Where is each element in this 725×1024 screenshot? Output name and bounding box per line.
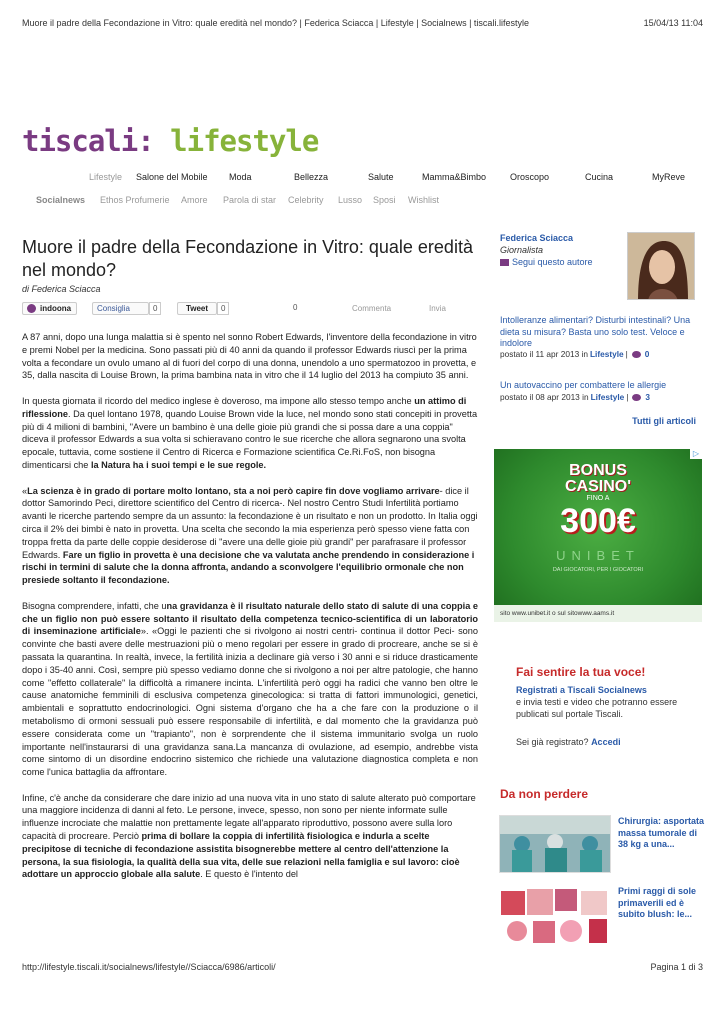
article-byline: di Federica Sciacca bbox=[22, 284, 101, 294]
subnav-item-wishlist[interactable]: Wishlist bbox=[408, 195, 439, 205]
share-toolbar bbox=[22, 302, 482, 316]
ad-amount: 300€ bbox=[560, 502, 636, 540]
voice-heading: Fai sentire la tua voce! bbox=[516, 665, 646, 679]
print-datetime: 15/04/13 11:04 bbox=[643, 18, 703, 28]
dnp-image-surgery[interactable] bbox=[499, 815, 611, 873]
indoona-label: indoona bbox=[40, 304, 72, 313]
surgery-image bbox=[500, 816, 611, 873]
comment-count[interactable]: 3 bbox=[645, 392, 651, 402]
paragraph-3: «La scienza è in grado di portare molto lontano, sta a noi però capire fin dove vogliamo arrivare- dice il dottor Samorindo Peci, direttore scientifico del Centro di ricerca-. Nel nostro Centro Studi Infertilità portiamo avanti le ricerche partendo sempre da un assunto: la fecondazione è un risultato e non un prodotto. In Italia oggi circa il 2% dei bimbi è nato in provetta. Una scelta che secondo la mia esperienza però spesso viene fatta con troppa fretta da parte delle coppie desiderose di "avere una delle gioie più grandi" per parafrasare il professor Edwards. Fare un figlio in provetta è una decisione che va valutata anche prendendo in considerazione i rischi in termini di salute che la donna affronta, andando a sconvolgere l'equilibrio ormonale che non presiede soltanto il fecondazione. bbox=[22, 485, 478, 586]
indoona-button[interactable] bbox=[22, 302, 77, 315]
site-logo[interactable] bbox=[22, 124, 318, 158]
comment-count[interactable]: 0 bbox=[644, 349, 650, 359]
paragraph-2: In questa giornata il ricordo del medico inglese è doveroso, ma impone allo stesso tempo anche un attimo di riflessione. Da quel lontano 1978, quando Louise Brown vide la luce, nel mondo sono stati concepiti in provetta più di 4 milioni di bambini, "Avere un bambino è una delle gioie più grandi che si possa dare a una coppia" diceva il professor Edwards a sua volta si schieravano contro le sue ricerche che allora segnarono una svolta epocale, tuttavia, come sostiene il Centro di Ricerca e Formazione scientifica Ce.Ri.FoS, non bisogna dimenticarsi che la Natura ha i suoi tempi e le sue regole. bbox=[22, 395, 478, 470]
tweet-label: Tweet bbox=[185, 304, 209, 313]
indoona-icon bbox=[27, 304, 36, 313]
tweet-count: 0 bbox=[217, 302, 229, 315]
print-page-title: Muore il padre della Fecondazione in Vitro: quale eredità nel mondo? | Federica Sciacca | Lifestyle | Socialnews | tiscali.lifestyle bbox=[22, 18, 529, 28]
logo-tiscali: tiscali: bbox=[22, 124, 154, 158]
blush-image bbox=[499, 885, 611, 945]
login-link[interactable]: Accedi bbox=[591, 737, 621, 747]
nav-item-moda[interactable]: Moda bbox=[229, 172, 252, 182]
consiglia-count: 0 bbox=[149, 302, 161, 315]
paragraph-5: Infine, c'è anche da considerare che dare inizio ad una nuova vita in uno stato di salute alterato può comportare una maggiore incidenza di danni al feto. Le persone, invece, spesso, non sono per niente informate sulle influenze incrociate che malattie non prettamente legate all'apparato riproduttivo, possono avere sulla loro capacità di procreare. Perciò prima di bollare la coppia di infertilità fisiologica e indurla a scelte precipitose di tecniche di fecondazione assistita bisognerebbe mettere al centro dell'attenzione la persona, la sua fisiologia, la qualità della sua vita, delle sue relazioni nella famiglia e sul lavoro: cioè adottare un approccio globale alla salute. E questo è l'intento del bbox=[22, 792, 476, 880]
author-avatar bbox=[627, 232, 695, 300]
dnp-link-blush[interactable]: Primi raggi di sole primaverili ed è subito blush: le... bbox=[618, 886, 697, 920]
author-role: Giornalista bbox=[500, 245, 544, 255]
subnav-item-lusso[interactable]: Lusso bbox=[338, 195, 363, 205]
ad-bonus-text: BONUS CASINO' bbox=[564, 462, 632, 495]
nav-item-bellezza[interactable]: Bellezza bbox=[294, 172, 329, 182]
article-body bbox=[22, 331, 478, 894]
dnp-heading: Da non perdere bbox=[500, 787, 589, 801]
consiglia-label: Consiglia bbox=[97, 304, 130, 313]
nav-item-mamma-bimbo[interactable]: Mamma&Bimbo bbox=[422, 172, 487, 182]
comment-bubble-icon bbox=[632, 394, 641, 401]
nav-item-oroscopo[interactable]: Oroscopo bbox=[510, 172, 550, 182]
dnp-image-blush[interactable] bbox=[499, 885, 611, 945]
subnav-item-socialnews[interactable]: Socialnews bbox=[36, 195, 86, 205]
register-link[interactable]: Registrati a Tiscali Socialnews bbox=[516, 685, 647, 695]
print-footer bbox=[22, 962, 703, 976]
nav-item-myreve[interactable]: MyReve bbox=[652, 172, 686, 182]
paragraph-4: Bisogna comprendere, infatti, che una gravidanza è il risultato naturale dello stato di salute di una coppia e che un figlio non può essere soltanto il risultato della competenza tecnico-scientifica di un laboratorio di inseminazione artificiale». «Oggi le pazienti che si rivolgono ai nostri centri- continua il dottor Peci- sono convinte che basti avere delle mestruazioni più o meno regolari per essere in grado di procreare, anche se si è passata la quarantina. In realtà, invece, la fertilità inizia a declinare già verso i 30 anni e si riduce drasticamente dopo i 35-40 anni. Così, sempre più spesso vediamo donne che si rivolgono a noi per altre patologie, che hanno come "effetto collaterale" la difficoltà a rimanere incinta. L'infertilità però oggi ha radici che vanno ben oltre le cause anatomiche femminili di esclusiva competenza ginecologica: si tratta di fattori immunologici, genetici, ambientali e soprattutto endocrinologici. Ogni sistema d'organo che ha a che fare con la produzione o il metabolismo di ormoni sessuali può essere responsabile di infertilità, e dal momento che la gravidanza può essere considerata come un "trapianto", non è sorprendente che il sistema immunitario svolga un ruolo importante nell'instaurarsi di una gravidanza sana.La mancanza di ovulazione, ad esempio, andrebbe vista come sintomo di un disordine endocrino sistemico che richiede una valutazione diagnostica completa e non come l'unica battaglia da affrontare. bbox=[22, 600, 479, 778]
related-article-meta: postato il 08 apr 2013 in Lifestyle | 3 bbox=[500, 392, 651, 402]
nav-item-lifestyle[interactable]: Lifestyle bbox=[89, 172, 123, 182]
related-article-link[interactable]: Intolleranze alimentari? Disturbi intestinali? Una dieta su misura? Basta uno solo test. Veloce e indolore bbox=[500, 315, 691, 348]
dnp-link-surgery[interactable]: Chirurgia: asportata massa tumorale di 38 kg a una... bbox=[618, 816, 705, 850]
follow-author-link[interactable] bbox=[500, 257, 593, 267]
invia-link[interactable]: Invia bbox=[429, 304, 446, 313]
section-link[interactable]: Lifestyle bbox=[589, 349, 624, 359]
nav-item-salone[interactable]: Salone del Mobile bbox=[136, 172, 208, 182]
all-articles-link[interactable]: Tutti gli articoli bbox=[632, 416, 696, 426]
subnav-item-amore[interactable]: Amore bbox=[181, 195, 208, 205]
register-text: e invia testi e video che potranno essere publicati sul portale Tiscali. bbox=[516, 697, 678, 719]
consiglia-button[interactable] bbox=[92, 302, 149, 315]
print-header bbox=[22, 18, 703, 32]
nav-item-salute[interactable]: Salute bbox=[368, 172, 394, 182]
article-title: Muore il padre della Fecondazione in Vitro: quale eredità nel mondo? bbox=[22, 237, 473, 280]
subnav-item-celebrity[interactable]: Celebrity bbox=[288, 195, 324, 205]
section-link[interactable]: Lifestyle bbox=[590, 392, 625, 402]
avatar-image bbox=[628, 233, 695, 300]
tweet-button[interactable] bbox=[177, 302, 217, 315]
ad-brand: UNIBET bbox=[556, 548, 640, 563]
follow-label: Segui questo autore bbox=[512, 257, 593, 267]
nav-item-cucina[interactable]: Cucina bbox=[585, 172, 614, 182]
author-name[interactable]: Federica Sciacca bbox=[500, 233, 574, 243]
commenta-link[interactable]: Commenta bbox=[352, 304, 392, 313]
mail-icon bbox=[500, 259, 509, 266]
adchoices-icon[interactable]: ▷ bbox=[690, 449, 702, 459]
print-page-number: Pagina 1 di 3 bbox=[650, 962, 703, 972]
subnav-item-sposi[interactable]: Sposi bbox=[373, 195, 396, 205]
login-prompt: Sei già registrato? Accedi bbox=[516, 737, 621, 747]
ad-footer bbox=[494, 605, 702, 622]
logo-lifestyle: lifestyle bbox=[153, 124, 319, 158]
print-url: http://lifestyle.tiscali.it/socialnews/lifestyle//Sciacca/6986/articoli/ bbox=[22, 962, 276, 972]
paragraph-1: A 87 anni, dopo una lunga malattia si è spento nel sonno Robert Edwards, l'inventore della fecondazione in vitro e premi Nobel per la medicina. Sono passati più di 40 anni da quando il professor Edwards riuscì per la prima volta a fecondare un ovulo umano al di fuori del corpo di una donna, unendolo a uno spermatozoo in provetta, e 35, dalla nascita di Louise Brown, la prima bambina nata in vitro che il 14 luglio del 2013 ha compiuto 35 anni. bbox=[22, 332, 477, 381]
subnav-item-parola[interactable]: Parola di star bbox=[223, 195, 277, 205]
plus-count: 0 bbox=[293, 303, 298, 312]
subnav-item-ethos[interactable]: Ethos Profumerie bbox=[100, 195, 170, 205]
ad-footer-text: sito www.unibet.it o sul sitowww.aams.it bbox=[500, 610, 615, 617]
related-article-link[interactable]: Un autovaccino per combattere le allergie bbox=[500, 380, 667, 390]
ad-fino-text: FINO A bbox=[586, 495, 610, 502]
ad-tagline: DAI GIOCATORI, PER I GIOCATORI bbox=[552, 567, 644, 573]
casino-ad-banner[interactable] bbox=[494, 449, 702, 622]
related-article-meta: postato il 11 apr 2013 in Lifestyle | 0 bbox=[500, 349, 650, 359]
comment-bubble-icon bbox=[632, 351, 641, 358]
